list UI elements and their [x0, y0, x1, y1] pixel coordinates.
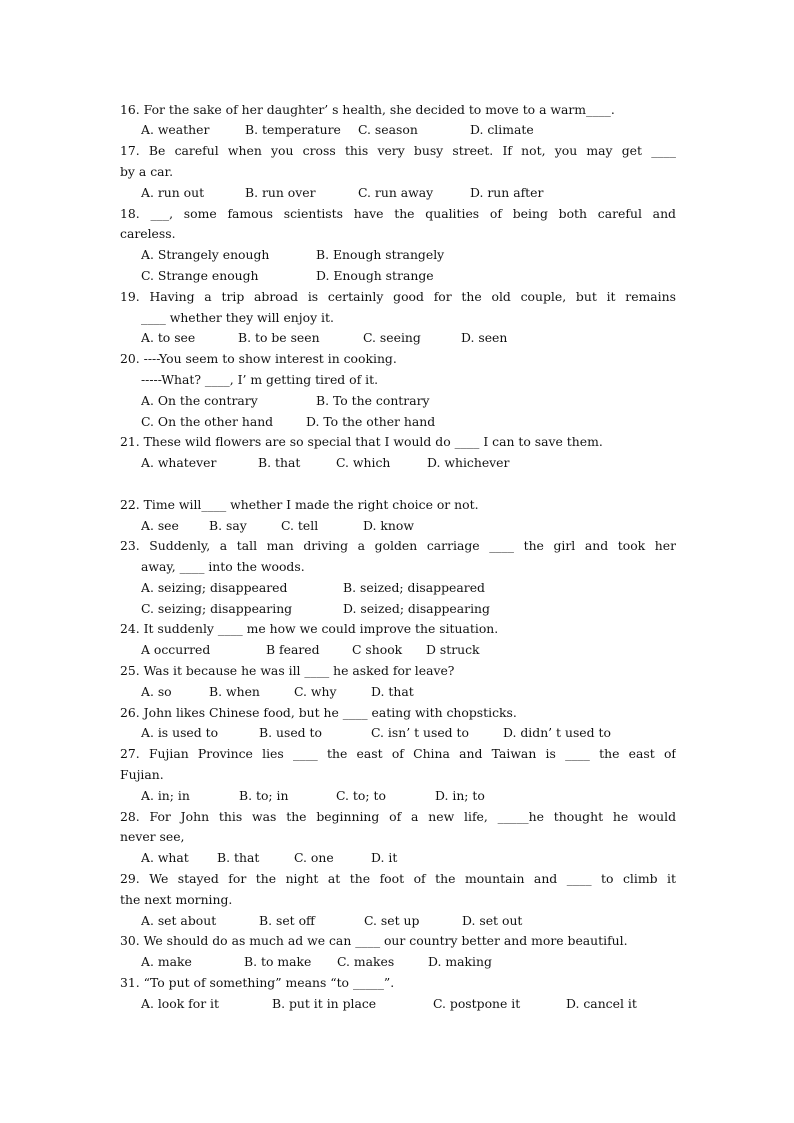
answer-options-row	[141, 518, 676, 534]
question-stem: 30. We should do as much ad we can ____ our country better and more beautiful.	[120, 933, 628, 948]
answer-options-row	[141, 913, 676, 929]
question-stem: 25. Was it because he was ill ____ he asked for leave?	[120, 663, 455, 678]
answer-option[interactable]: C. postpone it	[433, 996, 521, 1011]
answer-option[interactable]: C. set up	[364, 913, 420, 928]
question-stem-continued: never see,	[120, 829, 185, 844]
answer-option[interactable]: C. why	[294, 684, 337, 699]
answer-option[interactable]: B feared	[266, 642, 320, 657]
answer-option[interactable]: B. To the contrary	[316, 393, 430, 408]
answer-options-row	[141, 601, 676, 617]
question-stem: 18. ___, some famous scientists have the qualities of being both careful and	[120, 206, 676, 221]
answer-option[interactable]: D. cancel it	[566, 996, 637, 1011]
question-stem: 24. It suddenly ____ me how we could improve the situation.	[120, 621, 499, 636]
answer-option[interactable]: D. whichever	[427, 455, 510, 470]
question-stem-continued: by a car.	[120, 164, 174, 179]
answer-option[interactable]: B. temperature	[245, 122, 341, 137]
answer-option[interactable]: C. seeing	[363, 330, 421, 345]
answer-option[interactable]: C shook	[352, 642, 403, 657]
answer-option[interactable]: D. climate	[470, 122, 534, 137]
question-stem: 16. For the sake of her daughter’ s health, she decided to move to a warm____.	[120, 102, 615, 117]
question-stem: 20. ----You seem to show interest in cooking.	[120, 351, 397, 366]
answer-option[interactable]: D. it	[371, 850, 398, 865]
answer-option[interactable]: B. used to	[259, 725, 322, 740]
question-stem: 28. For John this was the beginning of a new life, _____he thought he would	[120, 809, 676, 824]
question-stem: 22. Time will____ whether I made the right choice or not.	[120, 497, 479, 512]
question-stem: 27. Fujian Province lies ____ the east of China and Taiwan is ____ the east of	[120, 746, 676, 761]
question-stem-continued: Fujian.	[120, 767, 164, 782]
answer-options-row	[141, 185, 676, 201]
answer-option[interactable]: C. one	[294, 850, 334, 865]
answer-option[interactable]: C. tell	[281, 518, 319, 533]
question-stem: 23. Suddenly, a tall man driving a golden carriage ____ the girl and took her	[120, 538, 676, 553]
answer-option[interactable]: D. set out	[462, 913, 523, 928]
answer-option[interactable]: A. look for it	[141, 996, 220, 1011]
answer-option[interactable]: D. in; to	[435, 788, 485, 803]
answer-option[interactable]: B. to; in	[239, 788, 289, 803]
answer-option[interactable]: A. what	[141, 850, 189, 865]
answer-option[interactable]: A. On the contrary	[141, 393, 258, 408]
answer-option[interactable]: A. to see	[141, 330, 196, 345]
answer-option[interactable]: B. run over	[245, 185, 316, 200]
answer-option[interactable]: D. that	[371, 684, 414, 699]
answer-option[interactable]: C. On the other hand	[141, 414, 274, 429]
answer-options-row	[141, 580, 676, 596]
answer-options-row	[141, 684, 676, 700]
answer-option[interactable]: A. see	[141, 518, 179, 533]
answer-option[interactable]: B. say	[209, 518, 247, 533]
answer-options-row	[141, 850, 676, 866]
answer-options-row	[141, 268, 676, 284]
answer-option[interactable]: C. makes	[337, 954, 395, 969]
answer-option[interactable]: D. run after	[470, 185, 544, 200]
answer-option[interactable]: D. seen	[461, 330, 508, 345]
question-stem-continued: away, ____ into the woods.	[141, 559, 305, 574]
answer-option[interactable]: A. run out	[141, 185, 205, 200]
answer-option[interactable]: A. set about	[141, 913, 217, 928]
answer-option[interactable]: D. know	[363, 518, 414, 533]
answer-options-row	[141, 393, 676, 409]
answer-options-row	[141, 414, 676, 430]
answer-option[interactable]: C. seizing; disappearing	[141, 601, 293, 616]
answer-option[interactable]: D. making	[428, 954, 492, 969]
answer-option[interactable]: A. weather	[141, 122, 210, 137]
answer-option[interactable]: B. that	[217, 850, 260, 865]
answer-options-row	[141, 330, 676, 346]
answer-option[interactable]: D. To the other hand	[306, 414, 436, 429]
answer-option[interactable]: A. whatever	[141, 455, 217, 470]
answer-option[interactable]: B. seized; disappeared	[343, 580, 485, 595]
answer-option[interactable]: A. is used to	[141, 725, 219, 740]
question-stem: 26. John likes Chinese food, but he ____ eating with chopsticks.	[120, 705, 517, 720]
answer-option[interactable]: C. run away	[358, 185, 434, 200]
answer-option[interactable]: B. to make	[244, 954, 312, 969]
question-stem-continued: ____ whether they will enjoy it.	[141, 310, 334, 325]
answer-options-row	[141, 247, 676, 263]
answer-option[interactable]: D struck	[426, 642, 480, 657]
answer-option[interactable]: A. Strangely enough	[141, 247, 270, 262]
question-stem: 21. These wild flowers are so special that I would do ____ I can to save them.	[120, 434, 603, 449]
answer-option[interactable]: A. so	[141, 684, 172, 699]
answer-options-row	[141, 642, 676, 658]
answer-option[interactable]: C. isn’ t used to	[371, 725, 469, 740]
answer-options-row	[141, 725, 676, 741]
answer-option[interactable]: D. seized; disappearing	[343, 601, 490, 616]
answer-options-row	[141, 122, 676, 138]
answer-option[interactable]: A. make	[141, 954, 192, 969]
answer-option[interactable]: B. set off	[259, 913, 315, 928]
question-stem-continued: careless.	[120, 226, 176, 241]
question-stem: 19. Having a trip abroad is certainly good for the old couple, but it remains	[120, 289, 676, 304]
answer-options-row	[141, 996, 676, 1012]
answer-option[interactable]: B. when	[209, 684, 260, 699]
answer-option[interactable]: A. in; in	[141, 788, 190, 803]
answer-option[interactable]: B. to be seen	[238, 330, 320, 345]
answer-option[interactable]: A occurred	[141, 642, 211, 657]
answer-option[interactable]: C. season	[358, 122, 418, 137]
answer-option[interactable]: C. to; to	[336, 788, 386, 803]
question-stem-continued: -----What? ____, I’ m getting tired of it.	[141, 372, 379, 387]
question-stem: 31. “To put of something” means “to _____”.	[120, 975, 395, 990]
answer-option[interactable]: C. which	[336, 455, 391, 470]
answer-option[interactable]: D. didn’ t used to	[503, 725, 611, 740]
question-stem-continued: the next morning.	[120, 892, 233, 907]
question-stem: 17. Be careful when you cross this very busy street. If not, you may get ____	[120, 143, 676, 158]
answer-option[interactable]: B. that	[258, 455, 301, 470]
answer-options-row	[141, 954, 676, 970]
answer-option[interactable]: A. seizing; disappeared	[141, 580, 288, 595]
answer-option[interactable]: D. Enough strange	[316, 268, 434, 283]
answer-option[interactable]: B. put it in place	[272, 996, 377, 1011]
question-stem: 29. We stayed for the night at the foot of the mountain and ____ to climb it	[120, 871, 676, 886]
answer-option[interactable]: C. Strange enough	[141, 268, 259, 283]
answer-option[interactable]: B. Enough strangely	[316, 247, 445, 262]
answer-options-row	[141, 788, 676, 804]
answer-options-row	[141, 455, 676, 471]
